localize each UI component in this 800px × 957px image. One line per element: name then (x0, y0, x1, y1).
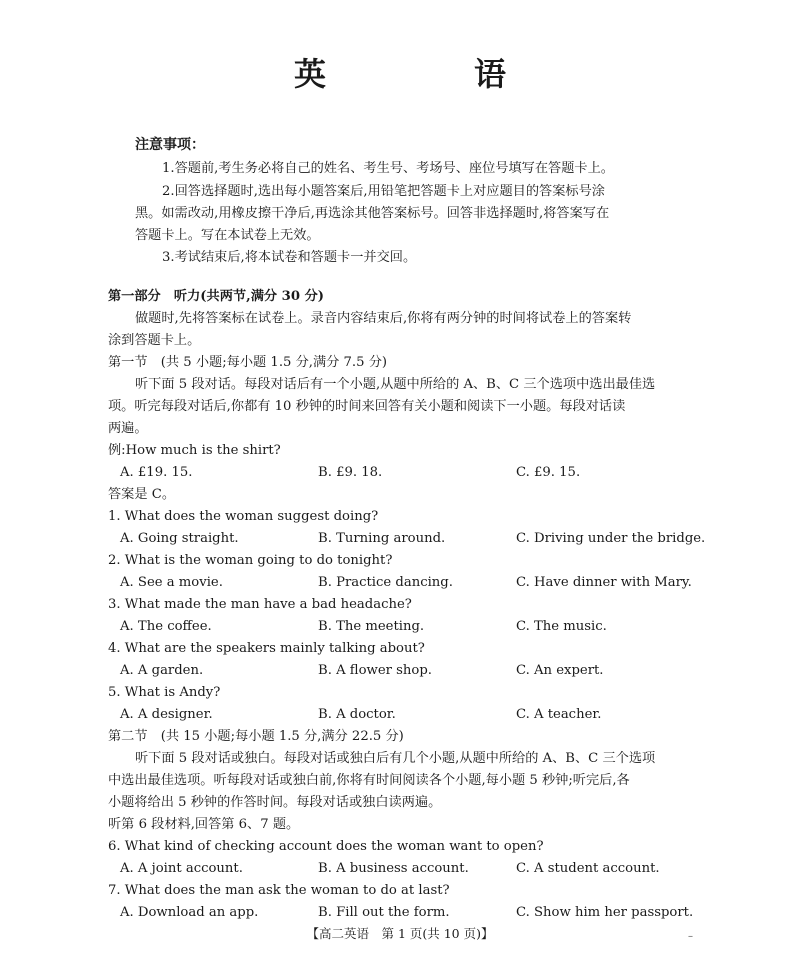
section2-intro-line: 小题将给出 5 秒钟的作答时间。每段对话或独白读两遍。 (108, 795, 442, 810)
question-3: 3. What made the man have a bad headache? (108, 597, 412, 612)
notice-line: 答题卡上。写在本试卷上无效。 (135, 228, 320, 243)
section1-intro-line: 两遍。 (108, 421, 148, 436)
question-2-option-a: A. See a movie. (120, 575, 223, 590)
question-1: 1. What does the woman suggest doing? (108, 509, 379, 524)
question-5: 5. What is Andy? (108, 685, 221, 700)
notice-line: 2.回答选择题时,选出每小题答案后,用铅笔把答题卡上对应题目的答案标号涂 (162, 184, 605, 199)
section2-intro-line: 中选出最佳选项。听每段对话或独白前,你将有时间阅读各个小题,每小题 5 秒钟;听完后,各 (108, 773, 630, 788)
question-4-option-a: A. A garden. (120, 663, 204, 678)
section1-intro-line: 项。听完每段对话后,你都有 10 秒钟的时间来回答有关小题和阅读下一小题。每段对话读 (108, 399, 626, 414)
question-5-option-a: A. A designer. (120, 707, 213, 722)
part1-intro-line: 做题时,先将答案标在试卷上。录音内容结束后,你将有两分钟的时间将试卷上的答案转 (135, 311, 632, 326)
notice-line: 黑。如需改动,用橡皮擦干净后,再选涂其他答案标号。回答非选择题时,将答案写在 (135, 206, 610, 221)
question-3-option-c: C. The music. (516, 619, 607, 634)
question-4-option-b: B. A flower shop. (318, 663, 432, 678)
notice-heading: 注意事项： (135, 137, 205, 153)
question-6-option-b: B. A business account. (318, 861, 469, 876)
question-4-option-c: C. An expert. (516, 663, 604, 678)
question-2-option-b: B. Practice dancing. (318, 575, 453, 590)
corner-mark: – (688, 931, 693, 942)
section1-intro-line: 听下面 5 段对话。每段对话后有一个小题,从题中所给的 A、B、C 三个选项中选出最佳选 (135, 377, 656, 392)
notice-line: 3.考试结束后,将本试卷和答题卡一并交回。 (162, 250, 417, 265)
example-option-b: B. £9. 18. (318, 465, 383, 480)
section1-heading: 第一节 (共 5 小题;每小题 1.5 分,满分 7.5 分) (108, 355, 388, 370)
question-6: 6. What kind of checking account does the woman want to open? (108, 839, 544, 854)
part1-intro-line: 涂到答题卡上。 (108, 333, 201, 348)
question-5-option-c: C. A teacher. (516, 707, 602, 722)
section2-heading: 第二节 (共 15 小题;每小题 1.5 分,满分 22.5 分) (108, 729, 404, 744)
question-2: 2. What is the woman going to do tonight? (108, 553, 393, 568)
section2-intro-line: 听下面 5 段对话或独白。每段对话或独白后有几个小题,从题中所给的 A、B、C 三个选项 (135, 751, 656, 766)
question-1-option-a: A. Going straight. (120, 531, 239, 546)
question-6-option-c: C. A student account. (516, 861, 660, 876)
question-6-option-a: A. A joint account. (120, 861, 243, 876)
question-1-option-b: B. Turning around. (318, 531, 446, 546)
part1-heading: 第一部分 听力(共两节,满分 30 分) (108, 289, 325, 304)
notice-line: 1.答题前,考生务必将自己的姓名、考生号、考场号、座位号填写在答题卡上。 (162, 161, 614, 176)
example-option-a: A. £19. 15. (120, 465, 193, 480)
question-7-option-c: C. Show him her passport. (516, 905, 694, 920)
question-7-option-b: B. Fill out the form. (318, 905, 450, 920)
question-4: 4. What are the speakers mainly talking about? (108, 641, 425, 656)
page-footer: 【高二英语 第 1 页(共 10 页)】 (306, 926, 494, 941)
question-7: 7. What does the man ask the woman to do at last? (108, 883, 450, 898)
question-3-option-a: A. The coffee. (120, 619, 212, 634)
example-option-c: C. £9. 15. (516, 465, 581, 480)
question-1-option-c: C. Driving under the bridge. (516, 531, 706, 546)
question-2-option-c: C. Have dinner with Mary. (516, 575, 692, 590)
question-3-option-b: B. The meeting. (318, 619, 425, 634)
question-5-option-b: B. A doctor. (318, 707, 396, 722)
question-7-option-a: A. Download an app. (120, 905, 259, 920)
example-question: 例:How much is the shirt? (108, 443, 281, 458)
example-answer: 答案是 C。 (108, 487, 176, 502)
section2-material: 听第 6 段材料,回答第 6、7 题。 (108, 817, 300, 832)
page-title: 英 语 (293, 55, 534, 93)
